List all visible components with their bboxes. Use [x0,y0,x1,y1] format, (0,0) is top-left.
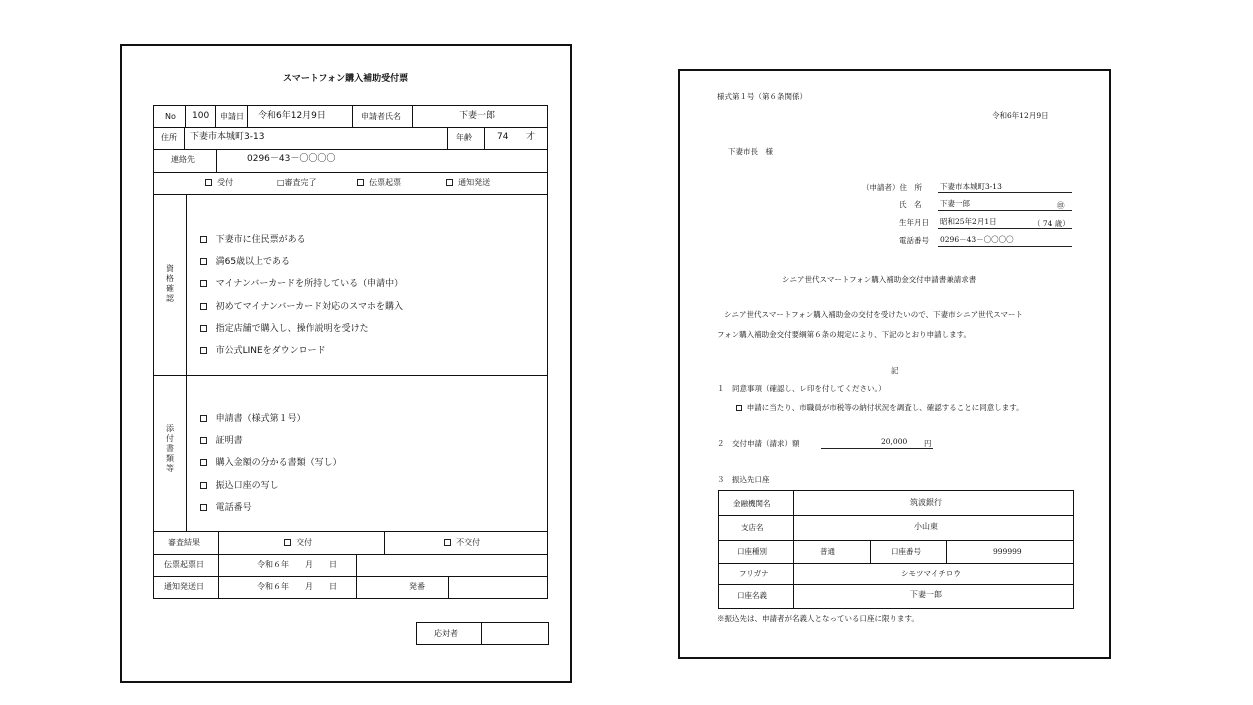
qualification-item[interactable]: 初めてマイナンバーカード対応のスマホを購入 [200,303,403,312]
application-form-sheet [678,69,1111,659]
attachment-item[interactable]: 電話番号 [200,504,252,513]
bank-value: 筑波銀行 [910,498,942,507]
phone-label: 電話番号 [899,236,929,245]
checkbox-icon [200,303,207,310]
holder-label: 口座名義 [737,591,767,600]
checkbox-icon [736,405,742,411]
age-unit: 才 [526,132,536,142]
checkbox-icon [200,437,207,444]
item-2-unit: 円 [924,439,932,448]
notice-no-label: 発番 [409,582,425,591]
notice-date-value: 令和６年 月 日 [257,582,337,591]
bank-label: 金融機関名 [733,499,771,508]
birth-label: 生年月日 [899,218,929,227]
addressee: 下妻市長 様 [728,147,773,156]
review-no-grant[interactable]: 不交付 [444,539,480,547]
review-result-label: 審査結果 [168,538,200,547]
applicant-name-label: 氏 名 [899,200,922,209]
responder-label: 応対者 [434,629,458,638]
age-value: （ 74 歳） [1033,219,1070,228]
attachment-item[interactable]: 振込口座の写し [200,482,279,491]
checkbox-icon [200,459,207,466]
body-line-2: フォン購入補助金交付要綱第６条の規定により、下記のとおり申請します。 [717,330,972,339]
phone-value: 0296－43－〇〇〇〇 [940,235,1014,244]
bank-account-table [718,490,1074,609]
checkbox-icon [446,179,453,186]
status-slip[interactable]: 伝票起票 [357,179,401,187]
attachment-item[interactable]: 申請書（様式第１号） [200,415,306,424]
qualification-item[interactable]: 市公式LINEをダウンロード [200,347,326,356]
apply-date-value: 令和6年12月9日 [258,111,326,121]
notice-date-label: 通知発送日 [164,582,204,591]
address-value: 下妻市本城町3-13 [190,132,265,142]
attachment-item[interactable]: 証明書 [200,437,243,446]
contact-label: 連絡先 [171,155,195,164]
checkbox-icon [200,280,207,287]
ki-mark: 記 [891,366,899,375]
applicant-name-label: 申請者氏名 [361,112,401,121]
status-reviewed[interactable]: □審査完了 [277,178,317,187]
slip-date-value: 令和６年 月 日 [257,560,337,569]
seal-mark: ㊞ [1057,201,1065,210]
checkbox-icon [284,539,291,546]
account-number-label: 口座番号 [891,547,921,556]
birth-value: 昭和25年2月1日 [940,217,997,226]
form-number: 様式第１号（第６条関係） [717,92,807,101]
holder-value: 下妻一郎 [910,590,942,599]
application-date: 令和6年12月9日 [992,111,1049,120]
checkbox-icon [200,415,207,422]
account-type-value: 普通 [820,547,835,556]
consent-item[interactable]: 申請に当たり、市職員が市税等の納付状況を調査し、確認することに同意します。 [736,404,1024,412]
kana-value: シモツマイチロウ [901,569,961,578]
attachments-label: 添 付 書 類 等 [166,424,174,473]
contact-value: 0296－43－〇〇〇〇 [247,154,336,164]
review-grant[interactable]: 交付 [284,539,312,547]
applicant-name-value: 下妻一郎 [940,199,970,208]
account-note: ※振込先は、申請者が名義人となっている口座に限ります。 [717,614,919,623]
account-type-label: 口座種別 [737,547,767,556]
checkbox-icon [200,258,207,265]
item-2-label: ２ 交付申請（請求）額 [717,439,800,448]
apply-date-label: 申請日 [220,112,244,121]
qualification-label: 資 格 確 認 [166,264,174,303]
application-title: シニア世代スマートフォン購入補助金交付申請書兼請求書 [782,275,977,284]
branch-value: 小山東 [914,522,938,531]
attachment-item[interactable]: 購入金額の分かる書類（写し） [200,459,342,468]
receipt-title: スマートフォン購入補助受付票 [283,74,409,84]
qualification-item[interactable]: 満65歳以上である [200,258,290,267]
qualification-item[interactable]: マイナンバーカードを所持している（申請中） [200,280,403,289]
qualification-item[interactable]: 下妻市に住民票がある [200,236,306,245]
slip-date-label: 伝票起票日 [164,560,204,569]
account-number-value: 999999 [993,547,1022,556]
checkbox-icon [200,236,207,243]
checkbox-icon [200,347,207,354]
status-notice[interactable]: 通知発送 [446,179,490,187]
checkbox-icon [205,179,212,186]
address-label: 住所 [161,133,177,142]
no-label: No [165,112,176,121]
receipt-form-sheet [120,44,572,683]
applicant-name-value: 下妻一郎 [459,111,496,121]
checkbox-icon [444,539,451,546]
body-line-1: シニア世代スマートフォン購入補助金の交付を受けたいので、下妻市シニア世代スマート [724,310,1023,319]
status-received[interactable]: 受付 [205,179,233,187]
checkbox-icon [357,179,364,186]
kana-label: フリガナ [739,569,769,578]
item-3-heading: ３ 振込先口座 [717,475,770,484]
item-2-amount: 20,000 [881,437,908,446]
no-value: 100 [192,111,210,121]
checkbox-icon [200,504,207,511]
item-1-heading: １ 同意事項（確認し、レ印を付してください。） [717,384,886,393]
checkbox-icon [200,482,207,489]
applicant-address-label: （申請者）住 所 [862,183,922,192]
age-label: 年齢 [456,133,472,142]
checkbox-icon [200,325,207,332]
qualification-item[interactable]: 指定店舗で購入し、操作説明を受けた [200,325,369,334]
branch-label: 支店名 [741,523,764,532]
age-value: 74 [497,132,509,142]
responder-box [416,622,549,645]
receipt-table [153,105,548,599]
applicant-address-value: 下妻市本城町3-13 [940,182,1002,191]
